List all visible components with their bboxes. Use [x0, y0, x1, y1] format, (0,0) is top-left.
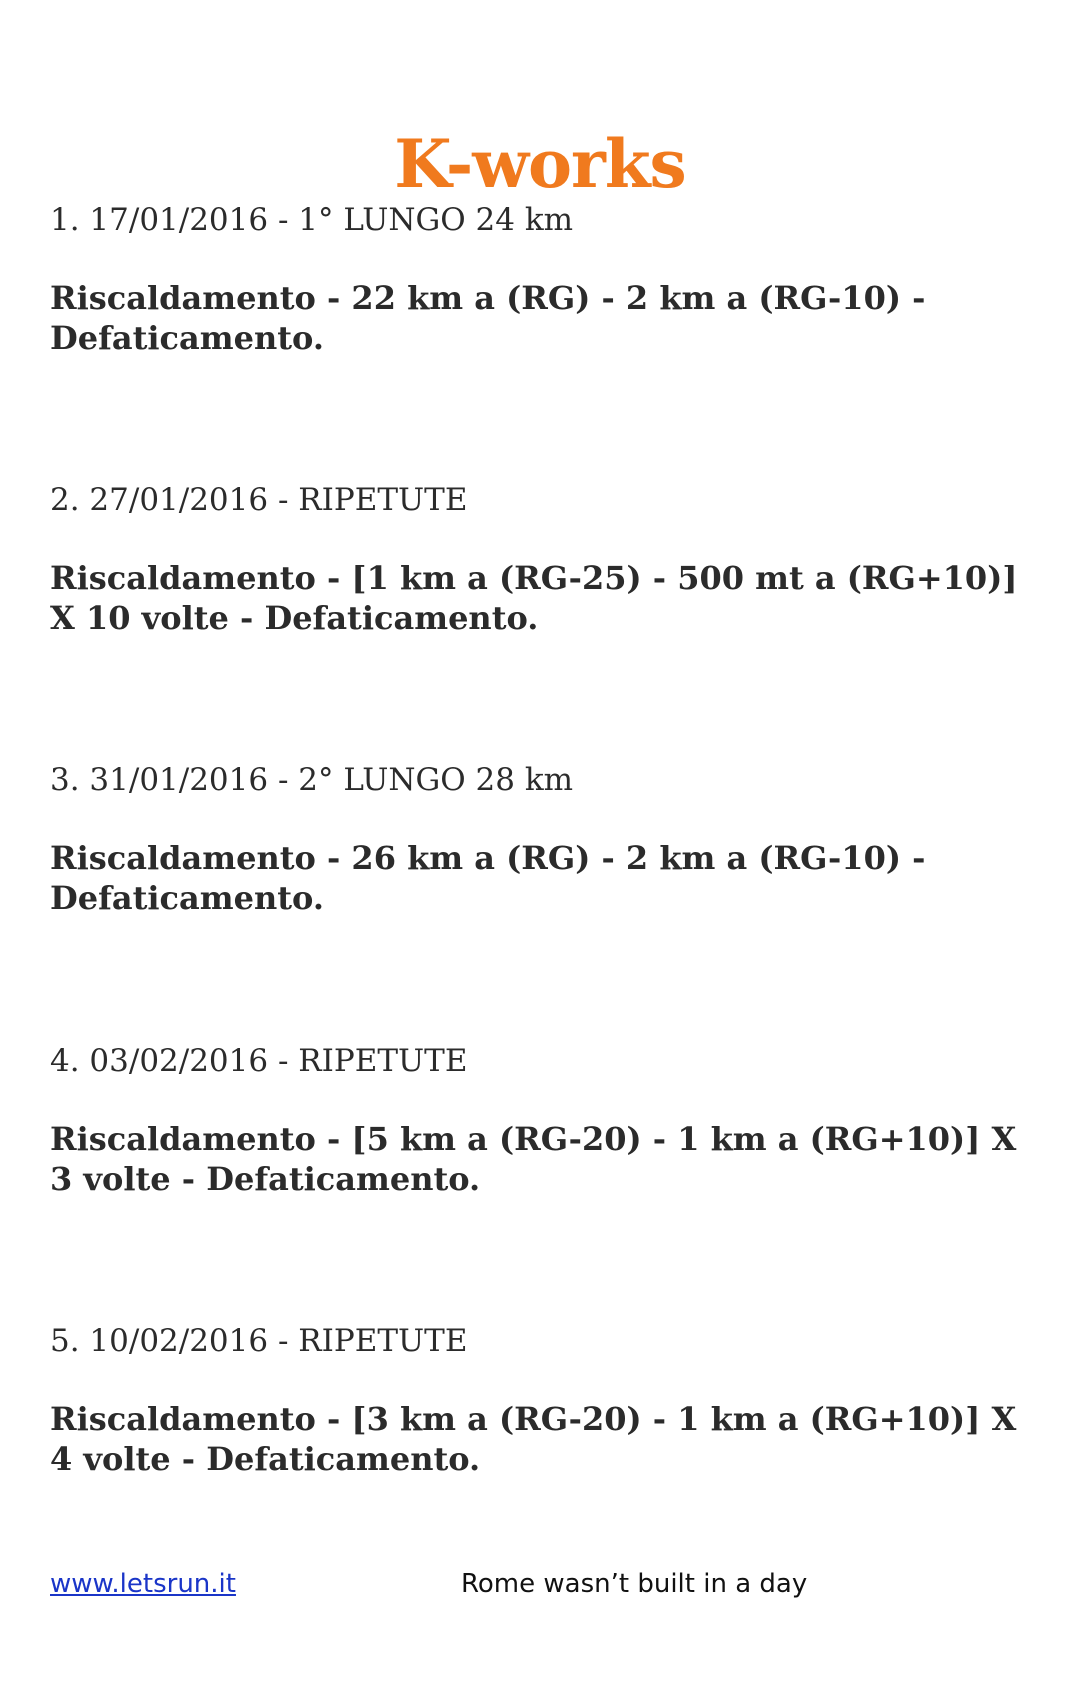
workout-description: Riscaldamento - 22 km a (RG) - 2 km a (RG-10) - Defaticamento.: [50, 279, 926, 357]
workout-entry-5: [50, 1321, 1040, 1479]
workout-description: Riscaldamento - [1 km a (RG-25) - 500 mt a (RG+10)] X 10 volte - Defaticamento.: [50, 559, 1018, 637]
workout-heading: 3. 31/01/2016 - 2° LUNGO 28 km: [50, 762, 574, 798]
workout-entry-3: [50, 760, 1040, 918]
workout-entry-4: [50, 1041, 1040, 1199]
workout-description: Riscaldamento - [3 km a (RG-20) - 1 km a (RG+10)] X 4 volte - Defaticamento.: [50, 1400, 1017, 1478]
workout-entry-1: [50, 200, 1040, 358]
workout-heading: 1. 17/01/2016 - 1° LUNGO 24 km: [50, 202, 574, 238]
footer-motto: Rome wasn’t built in a day: [461, 1569, 808, 1599]
workout-entry-2: [50, 480, 1040, 638]
workout-heading: 4. 03/02/2016 - RIPETUTE: [50, 1043, 468, 1079]
footer-website-link[interactable]: www.letsrun.it: [50, 1569, 236, 1599]
workout-description: Riscaldamento - [5 km a (RG-20) - 1 km a (RG+10)] X 3 volte - Defaticamento.: [50, 1120, 1017, 1198]
workout-heading: 2. 27/01/2016 - RIPETUTE: [50, 482, 468, 518]
workout-description: Riscaldamento - 26 km a (RG) - 2 km a (RG-10) - Defaticamento.: [50, 839, 926, 917]
document-title: K-works: [394, 125, 686, 204]
workout-heading: 5. 10/02/2016 - RIPETUTE: [50, 1323, 468, 1359]
